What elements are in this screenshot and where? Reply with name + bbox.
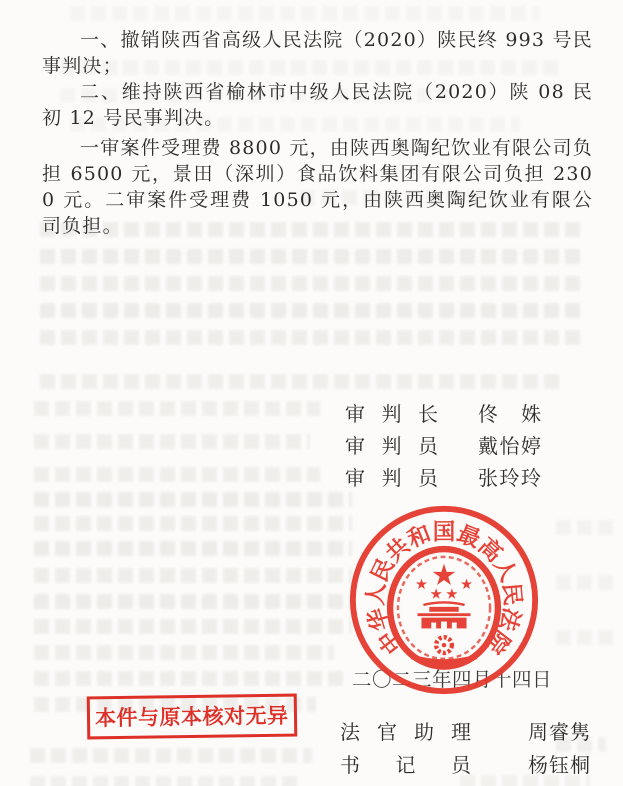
bleedthrough-line [34,492,352,507]
verification-stamp: 本件与原本核对无异 [87,694,297,740]
bleedthrough-line [34,434,310,449]
court-seal [346,502,542,698]
bleedthrough-line [34,568,352,583]
judge-row [345,396,543,428]
judge-name: 佟 姝 [478,401,543,426]
small-star-icon [446,588,457,599]
judgment-rulings [42,27,593,239]
judgment-date: 二〇二三年四月十四日 [352,668,553,691]
bleedthrough-line [40,374,560,389]
small-star-icon [416,578,427,589]
bleedthrough-line [34,541,352,556]
bleedthrough-line [40,303,583,318]
staff-row [340,714,591,747]
bleedthrough-line [34,467,320,482]
bleedthrough-line [556,520,614,535]
judge-name: 戴怡婷 [478,433,543,458]
bleedthrough-line [34,619,352,634]
bleedthrough-line [556,575,614,590]
staff-name: 周睿隽 [528,720,591,744]
bleedthrough-line [30,748,312,763]
staff-role: 法官助理 [340,720,471,744]
small-star-icon [431,588,442,599]
staff-role: 书记员 [340,753,471,777]
judge-row [345,428,543,460]
seal-ring-text: 中华人民共和国最高人民法院 [362,519,526,659]
bleedthrough-line [34,671,346,686]
bleedthrough-line [34,594,352,609]
bleedthrough-line [34,516,352,531]
ribbon-icon [412,657,477,662]
bleedthrough-line [40,330,583,345]
bleedthrough-line [70,6,540,21]
ruling-item-2: 二、维持陕西省榆林市中级人民法院（2020）陕 08 民初 12 号民事判决。 [42,81,593,129]
bleedthrough-line [556,630,614,645]
big-star-icon [433,564,455,585]
staff-signature-block [340,714,591,780]
tiananmen-gate-icon [418,602,471,628]
bleedthrough-line [34,401,320,416]
judge-role: 审判员 [345,433,438,458]
judge-role: 审判员 [345,465,438,490]
judges-signature-block [345,396,543,492]
staff-row [340,747,591,780]
staff-name: 杨钰桐 [528,753,591,777]
court-fees-paragraph: 一审案件受理费 8800 元，由陕西奥陶纪饮业有限公司负担 6500 元，景田（深圳）食品饮料集团有限公司负担 2300 元。二审案件受理费 1050 元，由陕西奥陶纪饮业有限公司负担。 [42,137,593,237]
judge-row [345,460,543,492]
judge-role: 审判长 [345,401,438,426]
bleedthrough-line [40,249,583,264]
judge-name: 张玲玲 [478,465,543,490]
bleedthrough-line [34,645,334,660]
national-emblem-icon [390,549,498,667]
bleedthrough-line [40,276,583,291]
ruling-item-1: 一、撤销陕西省高级人民法院（2020）陕民终 993 号民事判决； [42,29,593,77]
bleedthrough-line [30,776,302,786]
small-star-icon [461,578,472,589]
